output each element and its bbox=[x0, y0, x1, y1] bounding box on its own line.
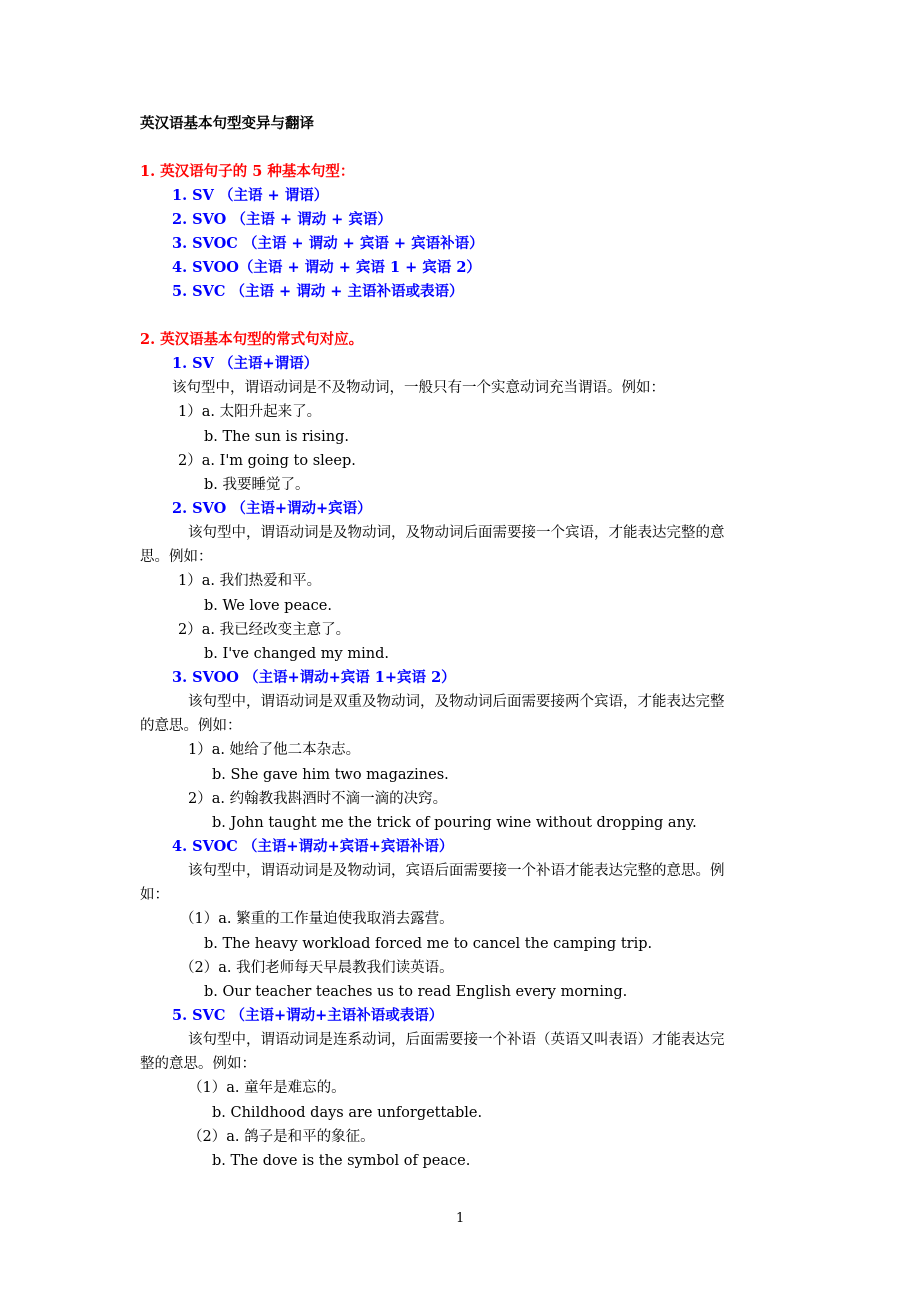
svoo-description-line2: 的意思。例如： bbox=[140, 718, 242, 734]
svoc-example1-a: （1）a. 繁重的工作量迫使我取消去露营。 bbox=[180, 911, 454, 927]
sv-description: 该句型中，谓语动词是不及物动词，一般只有一个实意动词充当谓语。例如： bbox=[172, 380, 665, 396]
sv-example1-a: 1）a. 太阳升起来了。 bbox=[178, 404, 322, 420]
pattern-svoc: 3. SVOC （主语 + 谓动 + 宾语 + 宾语补语） bbox=[172, 235, 484, 252]
section1-heading: 1. 英汉语句子的 5 种基本句型： bbox=[140, 163, 355, 180]
sv-heading: 1. SV （主语+谓语） bbox=[172, 355, 319, 372]
pattern-svo: 2. SVO （主语 + 谓动 + 宾语） bbox=[172, 211, 392, 228]
svoc-example1-b: b. The heavy workload forced me to cancel the camping trip. bbox=[204, 936, 653, 952]
svoo-description-line1: 该句型中，谓语动词是双重及物动词，及物动词后面需要接两个宾语，才能表达完整 bbox=[188, 694, 725, 710]
svc-description-line2: 整的意思。例如： bbox=[140, 1056, 256, 1072]
svoc-heading: 4. SVOC （主语+谓动+宾语+宾语补语） bbox=[172, 838, 454, 855]
section2-heading: 2. 英汉语基本句型的常式句对应。 bbox=[140, 331, 364, 348]
svoo-example1-b: b. She gave him two magazines. bbox=[212, 767, 449, 783]
sv-example1-b: b. The sun is rising. bbox=[204, 429, 349, 445]
svc-example1-a: （1）a. 童年是难忘的。 bbox=[188, 1080, 346, 1096]
svo-example2-a: 2）a. 我已经改变主意了。 bbox=[178, 622, 351, 638]
svc-example2-a: （2）a. 鸽子是和平的象征。 bbox=[188, 1129, 375, 1145]
svoo-example1-a: 1）a. 她给了他二本杂志。 bbox=[188, 742, 361, 758]
page-number: 1 bbox=[456, 1211, 465, 1226]
svc-description-line1: 该句型中，谓语动词是连系动词，后面需要接一个补语（英语又叫表语）才能表达完 bbox=[188, 1032, 725, 1048]
sv-example2-a: 2）a. I'm going to sleep. bbox=[178, 453, 356, 469]
svo-example2-b: b. I've changed my mind. bbox=[204, 646, 389, 662]
svoc-description-line2: 如： bbox=[140, 887, 169, 903]
svoc-example2-b: b. Our teacher teaches us to read English every morning. bbox=[204, 984, 628, 1000]
svoo-example2-b: b. John taught me the trick of pouring wine without dropping any. bbox=[212, 815, 697, 831]
svoc-description-line1: 该句型中，谓语动词是及物动词，宾语后面需要接一个补语才能表达完整的意思。例 bbox=[188, 863, 725, 879]
svo-description-line2: 思。例如： bbox=[140, 549, 213, 565]
svo-description-line1: 该句型中，谓语动词是及物动词，及物动词后面需要接一个宾语，才能表达完整的意 bbox=[188, 525, 725, 541]
pattern-svc: 5. SVC （主语 + 谓动 + 主语补语或表语） bbox=[172, 283, 464, 300]
sv-example2-b: b. 我要睡觉了。 bbox=[204, 477, 310, 493]
pattern-sv: 1. SV （主语 + 谓语） bbox=[172, 187, 329, 204]
svc-heading: 5. SVC （主语+谓动+主语补语或表语） bbox=[172, 1007, 444, 1024]
document-title: 英汉语基本句型变异与翻译 bbox=[140, 115, 314, 132]
svc-example1-b: b. Childhood days are unforgettable. bbox=[212, 1105, 483, 1121]
svo-example1-b: b. We love peace. bbox=[204, 598, 332, 614]
pattern-svoo: 4. SVOO（主语 + 谓动 + 宾语 1 + 宾语 2） bbox=[172, 259, 481, 276]
svo-example1-a: 1）a. 我们热爱和平。 bbox=[178, 573, 322, 589]
svc-example2-b: b. The dove is the symbol of peace. bbox=[212, 1153, 471, 1169]
svo-heading: 2. SVO （主语+谓动+宾语） bbox=[172, 500, 372, 517]
svoo-heading: 3. SVOO （主语+谓动+宾语 1+宾语 2） bbox=[172, 669, 456, 686]
svoo-example2-a: 2）a. 约翰教我斟酒时不滴一滴的决窍。 bbox=[188, 791, 448, 807]
svoc-example2-a: （2）a. 我们老师每天早晨教我们读英语。 bbox=[180, 960, 454, 976]
